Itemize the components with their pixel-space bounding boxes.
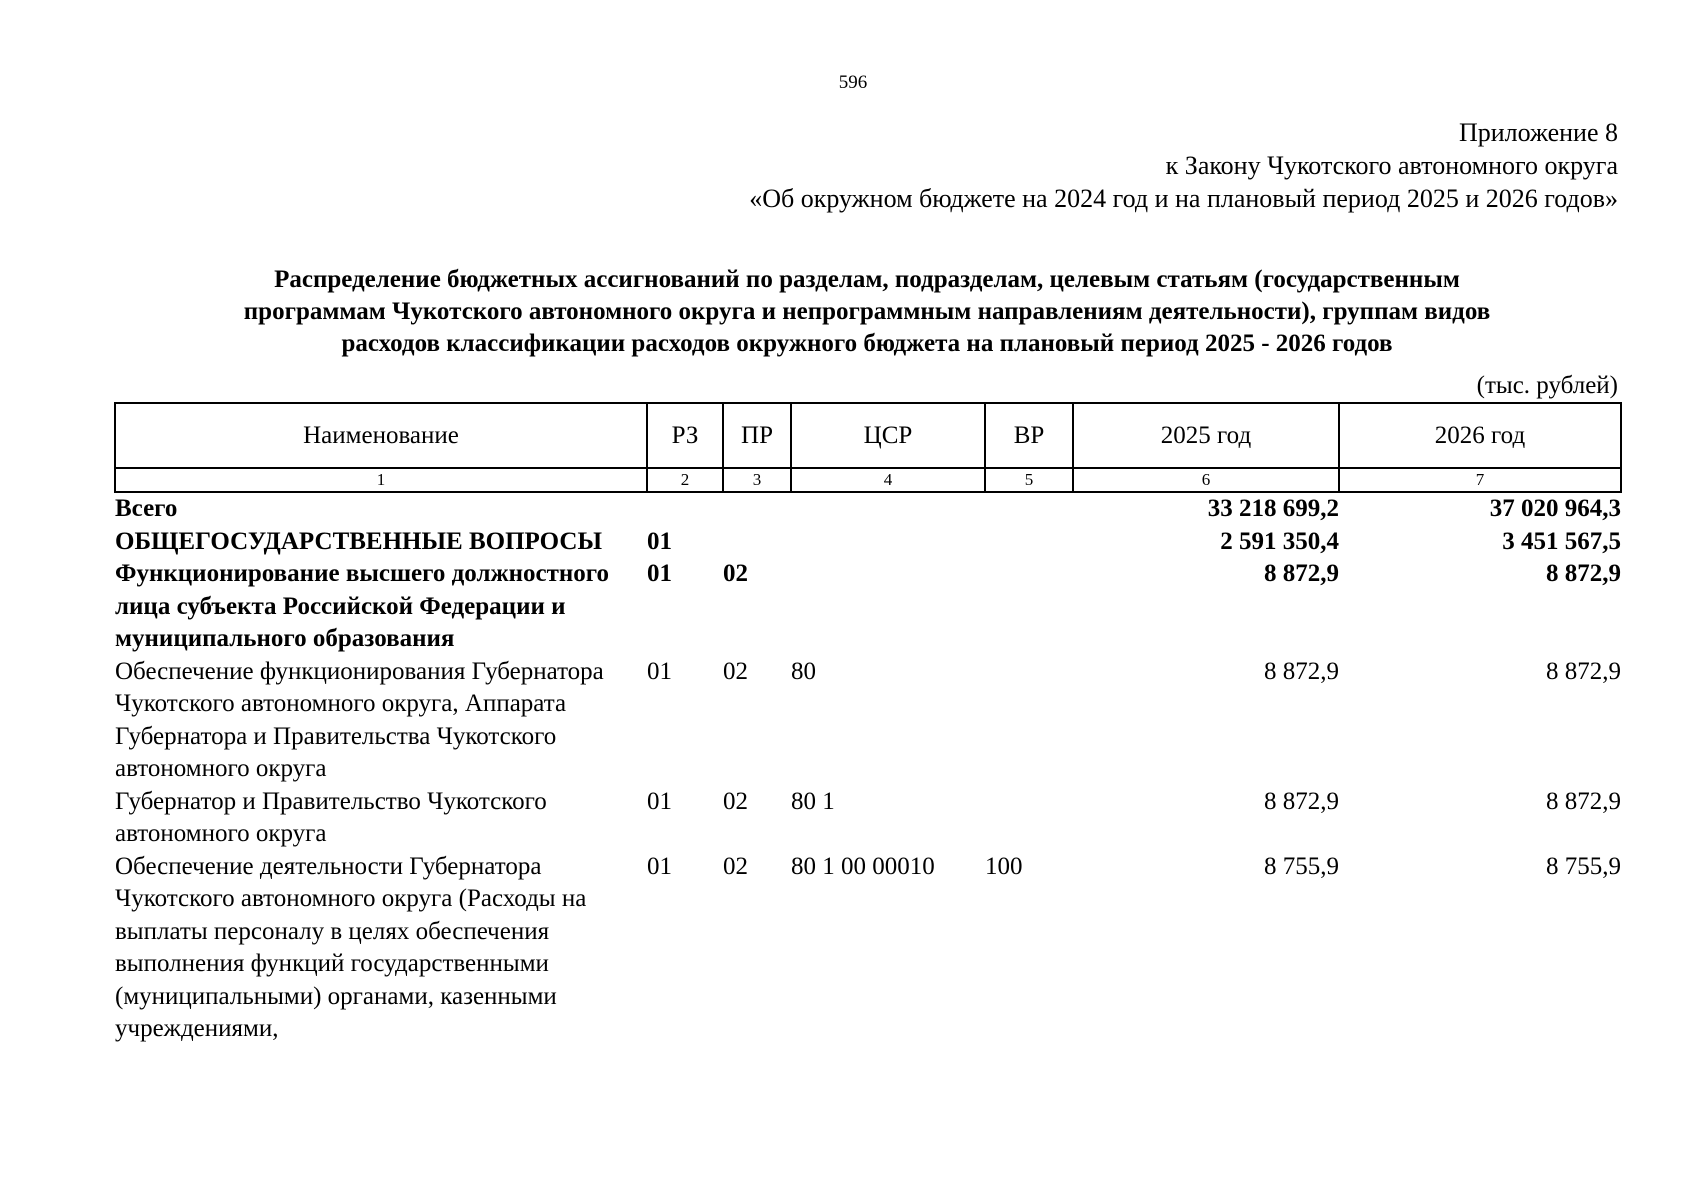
title-line-1: Распределение бюджетных ассигнований по разделам, подразделам, целевым статьям (государственным [274,266,1460,293]
row-vr [985,656,1073,786]
col-index-4: 4 [791,468,985,492]
row-amount-2026: 37 020 964,3 [1489,495,1621,522]
appendix-line-1: Приложение 8 [1458,118,1618,147]
table-row [115,656,1621,786]
row-amount-2025: 33 218 699,2 [1207,495,1339,522]
header-row [115,403,1621,468]
units-label: (тыс. рублей) [1476,372,1618,399]
row-amount-2025: 8 872,9 [1264,787,1339,815]
row-amount-2026: 8 872,9 [1546,657,1621,685]
appendix-header [749,116,1618,215]
row-vr [985,492,1073,526]
table-row [115,558,1621,656]
row-rz: 01 [647,657,672,685]
row-amount-2025: 8 755,9 [1264,852,1339,880]
col-header-2025: 2025 год [1073,403,1339,468]
col-index-1: 1 [115,468,647,492]
document-title [114,264,1620,360]
page-number: 596 [838,72,868,93]
col-index-5: 5 [985,468,1073,492]
row-name: Всего [115,495,178,522]
row-name: Обеспечение деятельности Губернатора Чукотского автономного округа (Расходы на выплаты персоналу в целях обеспечения выполнения функций государственными (муниципальными) органами, казенными учреждениями, [115,852,587,1042]
col-index-7: 7 [1339,468,1621,492]
row-rz [647,492,723,526]
col-header-name: Наименование [115,403,647,468]
col-header-rz: РЗ [647,403,723,468]
col-index-3: 3 [723,468,791,492]
table-row [115,851,1621,1046]
row-csr: 80 1 [791,787,835,815]
row-name: ОБЩЕГОСУДАРСТВЕННЫЕ ВОПРОСЫ [115,527,602,555]
row-amount-2026: 8 755,9 [1546,852,1621,880]
row-vr [985,786,1073,851]
col-header-2026: 2026 год [1339,403,1621,468]
row-rz: 01 [647,852,672,880]
row-csr [791,558,985,656]
row-pr: 02 [723,787,748,815]
budget-table [114,402,1622,1046]
title-line-3: расходов классификации расходов окружного бюджета на плановый период 2025 - 2026 годов [341,330,1393,357]
row-rz: 01 [647,527,672,555]
row-amount-2025: 2 591 350,4 [1220,527,1339,555]
row-amount-2026: 8 872,9 [1546,787,1621,815]
row-amount-2025: 8 872,9 [1264,657,1339,685]
row-name: Функционирование высшего должностного лица субъекта Российской Федерации и муниципального образования [115,560,610,652]
row-rz: 01 [647,560,672,587]
row-name: Губернатор и Правительство Чукотского автономного округа [115,787,547,847]
row-name: Обеспечение функционирования Губернатора Чукотского автономного округа, Аппарата Губернатора и Правительства Чукотского автономного округа [115,657,604,782]
col-index-6: 6 [1073,468,1339,492]
row-vr: 100 [985,852,1023,880]
row-pr: 02 [723,852,748,880]
appendix-line-2: к Закону Чукотского автономного округа [1165,151,1618,180]
table-row [115,526,1621,559]
col-header-csr: ЦСР [791,403,985,468]
row-vr [985,558,1073,656]
column-index-row [115,468,1621,492]
row-csr: 80 [791,657,816,685]
table-row-total [115,492,1621,526]
row-amount-2025: 8 872,9 [1264,560,1339,587]
col-index-2: 2 [647,468,723,492]
row-pr: 02 [723,657,748,685]
appendix-line-3: «Об окружном бюджете на 2024 год и на плановый период 2025 и 2026 годов» [749,184,1618,213]
title-line-2: программам Чукотского автономного округа и непрограммным направлениям деятельности), группам видов [243,298,1491,325]
row-vr [985,526,1073,559]
col-header-vr: ВР [985,403,1073,468]
row-pr [723,526,791,559]
row-rz: 01 [647,787,672,815]
row-csr: 80 1 00 00010 [791,852,935,880]
row-pr [723,492,791,526]
row-amount-2026: 3 451 567,5 [1502,527,1621,555]
col-header-pr: ПР [723,403,791,468]
row-csr [791,526,985,559]
table-row [115,786,1621,851]
row-csr [791,492,985,526]
row-amount-2026: 8 872,9 [1546,560,1621,587]
row-pr: 02 [723,560,748,587]
